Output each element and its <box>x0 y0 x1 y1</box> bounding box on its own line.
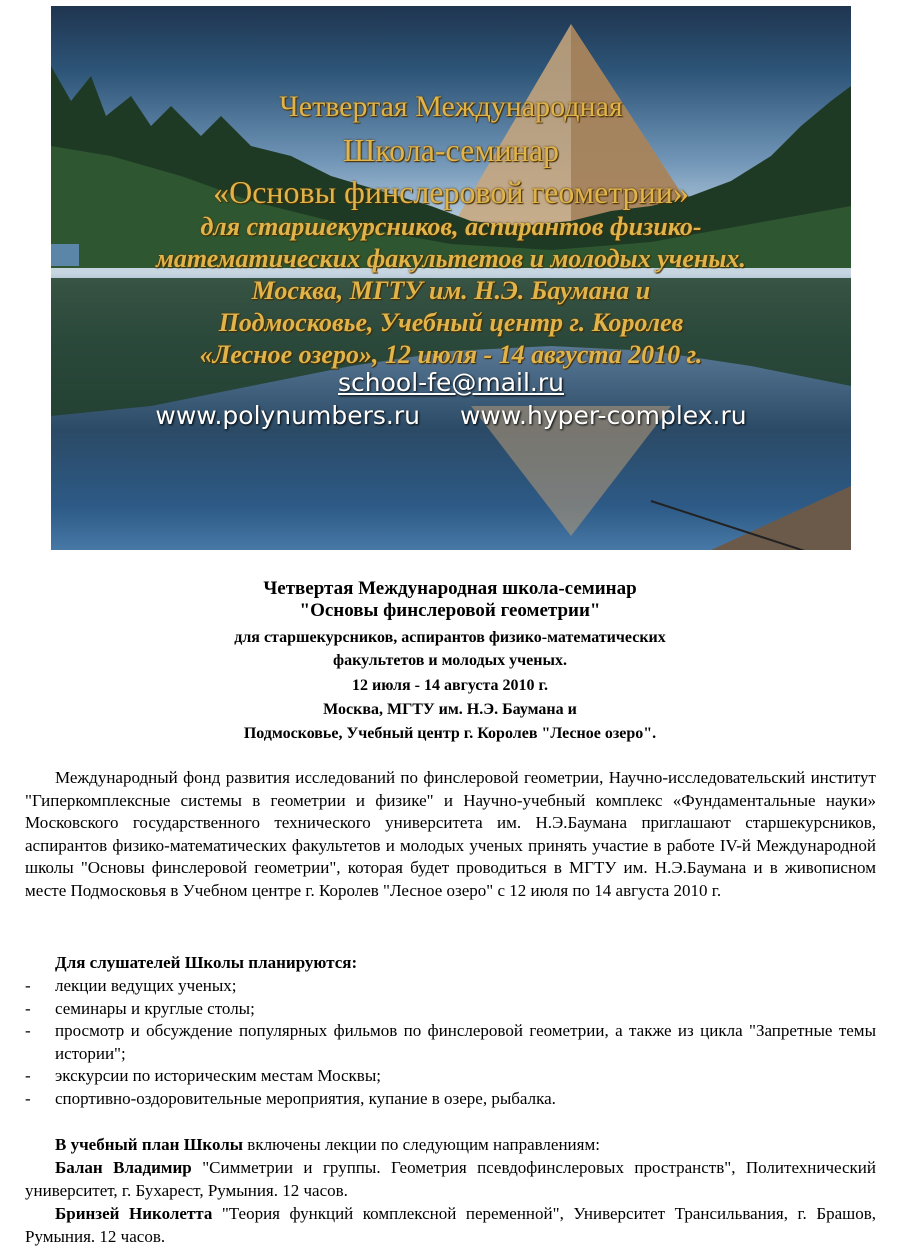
banner-line-6: Москва, МГТУ им. Н.Э. Баумана и <box>251 276 651 305</box>
heading-audience-1: для старшекурсников, аспирантов физико-математических <box>234 629 666 646</box>
banner-image <box>51 6 851 550</box>
lecturer-name: Балан Владимир <box>55 1158 192 1177</box>
list-item: - просмотр и обсуждение популярных фильмов по финслеровой геометрии, а также из цикла "Запретные темы истории"; <box>25 1021 876 1063</box>
banner-line-1: Четвертая Международная <box>279 90 623 123</box>
list-item: - лекции ведущих ученых; <box>25 976 237 995</box>
list-item: - экскурсии по историческим местам Москвы; <box>25 1066 381 1086</box>
banner-line-8: «Лесное озеро», 12 июля - 14 августа 2010 г. <box>199 340 703 369</box>
list-item: - семинары и круглые столы; <box>25 998 255 1018</box>
site-link-hyper-complex[interactable]: www.hyper-complex.ru <box>459 401 747 430</box>
intro-paragraph <box>25 767 876 903</box>
plans-title-text: Для слушателей Школы планируются: <box>55 953 358 972</box>
heading-location-2: Подмосковье, Учебный центр г. Королев "Лесное озеро". <box>243 725 657 742</box>
email-link[interactable]: school-fe@mail.ru <box>338 368 564 397</box>
banner-line-4: для старшекурсников, аспирантов физико- <box>200 212 702 241</box>
lecturer-name: Бринзей Николетта <box>55 1204 213 1223</box>
plans-title <box>25 952 876 975</box>
banner-line-2: Школа-семинар <box>342 132 560 168</box>
lecturer-entry-brinzei: Бринзей Николетта "Теория функций комплексной переменной", Университет Трансильвания, г. Брашов, Румыния. 12 часов. <box>25 1204 877 1246</box>
heading-title: Четвертая Международная школа-семинар <box>263 578 637 599</box>
banner-line-3: «Основы финслеровой геометрии» <box>213 174 689 210</box>
site-link-polynumbers[interactable]: www.polynumbers.ru <box>155 401 420 430</box>
banner-line-7: Подмосковье, Учебный центр г. Королев <box>218 308 684 337</box>
curriculum-lead: В учебный план Школы включены лекции по следующим направлениям: <box>55 1135 600 1154</box>
banner-sites <box>51 401 851 431</box>
lecturer-entry-balan: Балан Владимир "Симметрии и группы. Геометрия псевдофинслеровых пространств", Политехнический университет, г. Бухарест, Румыния. 12 часов. <box>25 1158 876 1200</box>
plans-list <box>25 975 876 1111</box>
banner-line-5: математических факультетов и молодых ученых. <box>156 244 746 273</box>
heading-audience-2: факультетов и молодых ученых. <box>333 652 567 669</box>
intro-text: Международный фонд развития исследований по финслеровой геометрии, Научно-исследовательский институт "Гиперкомплексные системы в геометрии и физике" и Научно-учебный комплекс «Фундаментальные науки» Московского государственного технического университета им. Н.Э.Баумана приглашают старшекурсников, аспирантов физико-математических факультетов и молодых ученых принять участие в работе IV-й Международной школы "Основы финслеровой геометрии", которая будет проводиться в МГТУ им. Н.Э.Баумана и в живописном месте Подмосковья в Учебном центре г. Королев "Лесное озеро" с 12 июля по 14 августа 2010 г. <box>25 768 876 900</box>
heading-location-1: Москва, МГТУ им. Н.Э. Баумана и <box>323 701 577 718</box>
dock <box>711 486 851 550</box>
list-item: - спортивно-оздоровительные мероприятия, купание в озере, рыбалка. <box>25 1088 556 1108</box>
banner-email[interactable] <box>51 368 851 398</box>
heading-subtitle: "Основы финслеровой геометрии" <box>299 600 601 621</box>
heading-dates: 12 июля - 14 августа 2010 г. <box>351 677 549 694</box>
